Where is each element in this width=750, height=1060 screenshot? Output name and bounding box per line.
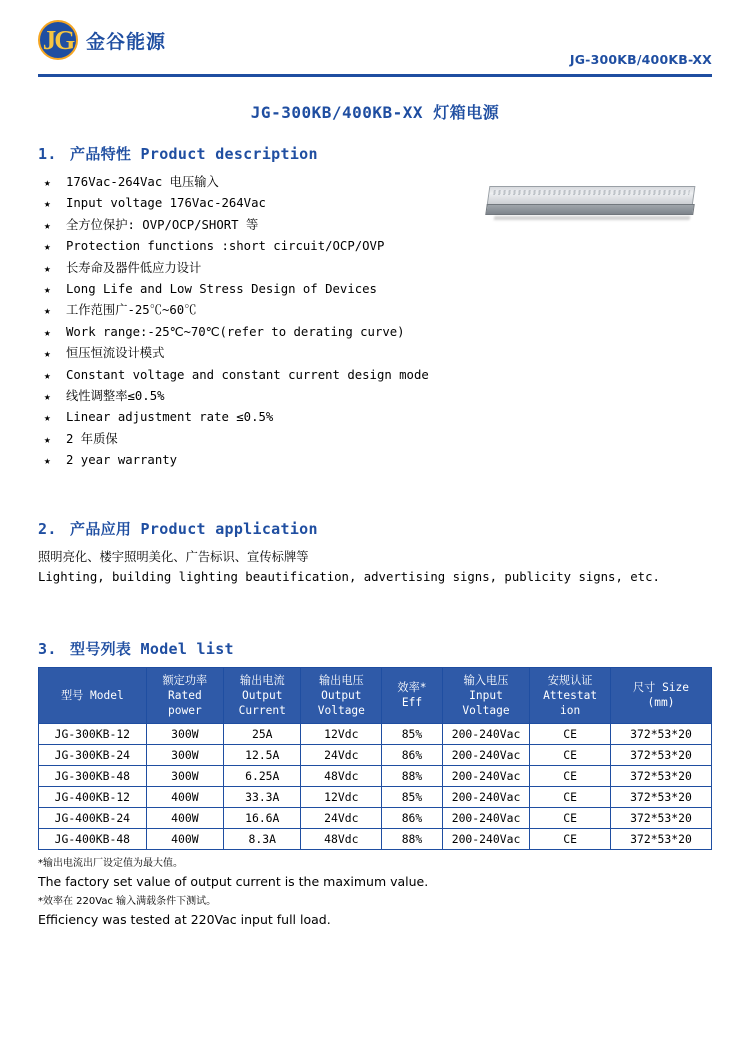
cell-input-voltage: 200-240Vac — [442, 786, 529, 807]
bullet-star-icon: ★ — [44, 325, 51, 339]
bullet-star-icon: ★ — [44, 368, 51, 382]
cell-output-current: 12.5A — [224, 744, 301, 765]
cell-input-voltage: 200-240Vac — [442, 807, 529, 828]
list-item — [44, 365, 712, 386]
column-header-output-voltage — [301, 667, 382, 723]
table-row — [39, 828, 712, 849]
cell-output-voltage: 12Vdc — [301, 786, 382, 807]
footnote-current-en: The factory set value of output current is the maximum value. — [38, 873, 429, 889]
cell-size: 372*53*20 — [611, 786, 712, 807]
table-row — [39, 807, 712, 828]
photo-front-panel — [485, 204, 695, 215]
column-header-attestation-en: Attestat — [543, 688, 598, 702]
cell-output-voltage: 12Vdc — [301, 723, 382, 744]
column-header-model — [39, 667, 147, 723]
list-item-label: 2 年质保 — [66, 431, 118, 446]
column-header-attestation — [530, 667, 611, 723]
header-divider — [38, 74, 712, 77]
company-name: 金谷能源 — [86, 30, 167, 53]
cell-rated-power: 300W — [146, 765, 223, 786]
section-number-3: 3. — [38, 639, 57, 658]
cell-output-current: 6.25A — [224, 765, 301, 786]
cell-model: JG-300KB-48 — [39, 765, 147, 786]
list-item-label: 全方位保护: OVP/OCP/SHORT 等 — [66, 217, 259, 232]
cell-input-voltage: 200-240Vac — [442, 765, 529, 786]
header-model-code: JG-300KB/400KB-XX — [569, 52, 712, 67]
bullet-star-icon: ★ — [44, 176, 51, 189]
application-text — [38, 547, 712, 588]
list-item — [44, 236, 712, 257]
page-title: JG-300KB/400KB-XX 灯箱电源 — [250, 103, 500, 122]
cell-rated-power: 300W — [146, 723, 223, 744]
column-header-output-voltage-en2: Voltage — [317, 703, 365, 717]
cell-efficiency: 85% — [382, 723, 443, 744]
column-header-efficiency-cn: 效率* — [397, 681, 427, 695]
cell-input-voltage: 200-240Vac — [442, 723, 529, 744]
cell-attestation: CE — [530, 786, 611, 807]
cell-efficiency: 88% — [382, 828, 443, 849]
list-item — [44, 279, 712, 300]
section-title-3: 型号列表 Model list — [70, 639, 234, 658]
table-row — [39, 723, 712, 744]
cell-size: 372*53*20 — [611, 828, 712, 849]
company-logo — [38, 20, 166, 60]
list-item-label: 恒压恒流设计模式 — [66, 346, 165, 361]
model-list-table-body — [39, 723, 712, 849]
column-header-output-current-en: Output — [242, 688, 283, 702]
column-header-output-current-cn: 输出电流 — [239, 673, 285, 687]
bullet-star-icon: ★ — [44, 390, 51, 404]
column-header-output-current — [224, 667, 301, 723]
cell-size: 372*53*20 — [611, 807, 712, 828]
column-header-attestation-en2: ion — [560, 703, 581, 717]
column-header-input-voltage-cn: 输入电压 — [463, 673, 509, 687]
list-item-label: 2 year warranty — [66, 453, 178, 468]
bullet-star-icon: ★ — [44, 218, 51, 232]
list-item — [44, 450, 712, 471]
page-header — [0, 0, 750, 78]
cell-efficiency: 85% — [382, 786, 443, 807]
column-header-size-unit: (mm) — [647, 696, 675, 710]
cell-size: 372*53*20 — [611, 723, 712, 744]
bullet-star-icon: ★ — [44, 454, 51, 468]
list-item-label: Protection functions :short circuit/OCP/OVP — [66, 239, 385, 254]
column-header-size — [611, 667, 712, 723]
list-item-label: 工作范围广-25℃~60℃ — [66, 303, 197, 318]
photo-shadow — [494, 216, 691, 220]
list-item — [44, 429, 712, 450]
footnote-current-cn: *输出电流出厂设定值为最大值。 — [38, 857, 183, 869]
section-heading-model-list — [38, 638, 712, 659]
logo-mark-icon — [38, 20, 78, 60]
list-item — [44, 258, 712, 279]
bullet-star-icon: ★ — [44, 261, 51, 275]
bullet-star-icon: ★ — [44, 197, 51, 211]
cell-output-current: 25A — [224, 723, 301, 744]
cell-efficiency: 86% — [382, 744, 443, 765]
cell-input-voltage: 200-240Vac — [442, 828, 529, 849]
section-heading-features — [38, 143, 712, 164]
cell-model: JG-300KB-24 — [39, 744, 147, 765]
cell-attestation: CE — [530, 828, 611, 849]
column-header-output-voltage-cn: 输出电压 — [318, 673, 364, 687]
section-number-2: 2. — [38, 519, 57, 538]
table-footnotes — [38, 856, 712, 930]
column-header-rated-power-en2: power — [168, 703, 202, 717]
list-item-label: Constant voltage and constant current design mode — [66, 367, 429, 382]
column-header-output-voltage-en: Output — [321, 688, 362, 702]
bullet-star-icon: ★ — [44, 240, 51, 254]
cell-output-voltage: 24Vdc — [301, 807, 382, 828]
cell-output-voltage: 48Vdc — [301, 828, 382, 849]
column-header-model-label: 型号 Model — [60, 688, 124, 702]
cell-output-current: 16.6A — [224, 807, 301, 828]
cell-attestation: CE — [530, 723, 611, 744]
cell-output-current: 8.3A — [224, 828, 301, 849]
application-line-en: Lighting, building lighting beautification, advertising signs, publicity signs, etc. — [38, 570, 660, 585]
column-header-efficiency-en: Eff — [401, 696, 423, 710]
model-list-table — [38, 667, 712, 850]
list-item-label: Input voltage 176Vac-264Vac — [66, 196, 266, 211]
cell-input-voltage: 200-240Vac — [442, 744, 529, 765]
bullet-star-icon: ★ — [44, 432, 51, 446]
table-row — [39, 786, 712, 807]
bullet-star-icon: ★ — [44, 347, 51, 361]
cell-attestation: CE — [530, 744, 611, 765]
column-header-efficiency — [382, 667, 443, 723]
list-item-label: Linear adjustment rate ≤0.5% — [66, 410, 274, 425]
column-header-input-voltage-en: Input — [469, 688, 503, 702]
section-title-2: 产品应用 Product application — [70, 519, 318, 538]
cell-output-current: 33.3A — [224, 786, 301, 807]
bullet-star-icon: ★ — [44, 304, 51, 318]
list-item — [44, 407, 712, 428]
column-header-output-current-en2: Current — [238, 703, 286, 717]
cell-model: JG-400KB-48 — [39, 828, 147, 849]
footnote-efficiency-en: Efficiency was tested at 220Vac input full load. — [38, 911, 331, 927]
section-title-1: 产品特性 Product description — [70, 145, 318, 163]
cell-model: JG-400KB-12 — [39, 786, 147, 807]
column-header-attestation-cn: 安规认证 — [547, 673, 593, 687]
list-item-label: 长寿命及器件低应力设计 — [66, 260, 202, 275]
list-item — [44, 300, 712, 321]
cell-output-voltage: 24Vdc — [301, 744, 382, 765]
photo-housing — [487, 186, 696, 206]
list-item — [44, 343, 712, 364]
bullet-star-icon: ★ — [44, 411, 51, 425]
section-heading-application — [38, 518, 712, 539]
column-header-rated-power-en: Rated — [168, 688, 202, 702]
cell-rated-power: 400W — [146, 807, 223, 828]
cell-attestation: CE — [530, 807, 611, 828]
column-header-size-cn: 尺寸 Size — [632, 681, 690, 695]
list-item-label: Work range:-25℃~70℃(refer to derating curve) — [66, 324, 405, 339]
column-header-input-voltage — [442, 667, 529, 723]
list-item-label: 176Vac-264Vac 电压输入 — [66, 175, 219, 189]
cell-model: JG-400KB-24 — [39, 807, 147, 828]
application-line-cn: 照明亮化、楼宇照明美化、广告标识、宣传标牌等 — [38, 549, 309, 564]
cell-size: 372*53*20 — [611, 765, 712, 786]
cell-rated-power: 400W — [146, 828, 223, 849]
list-item — [44, 386, 712, 407]
list-item-label: Long Life and Low Stress Design of Devices — [66, 282, 377, 297]
table-header-row — [39, 667, 712, 723]
features-block — [38, 172, 712, 472]
cell-model: JG-300KB-12 — [39, 723, 147, 744]
cell-attestation: CE — [530, 765, 611, 786]
column-header-input-voltage-en2: Voltage — [462, 703, 510, 717]
table-row — [39, 744, 712, 765]
column-header-rated-power — [146, 667, 223, 723]
footnote-efficiency-cn: *效率在 220Vac 输入满载条件下测试。 — [38, 895, 217, 907]
cell-rated-power: 400W — [146, 786, 223, 807]
section-number-1: 1. — [38, 145, 57, 163]
cell-rated-power: 300W — [146, 744, 223, 765]
table-row — [39, 765, 712, 786]
cell-efficiency: 88% — [382, 765, 443, 786]
bullet-star-icon: ★ — [44, 283, 51, 297]
list-item — [44, 322, 712, 343]
cell-efficiency: 86% — [382, 807, 443, 828]
cell-size: 372*53*20 — [611, 744, 712, 765]
column-header-rated-power-cn: 额定功率 — [162, 673, 208, 687]
list-item-label: 线性调整率≤0.5% — [66, 389, 165, 404]
product-photo-led-driver — [480, 180, 702, 224]
document-content — [0, 100, 750, 930]
cell-output-voltage: 48Vdc — [301, 765, 382, 786]
logo-glyph: JG — [42, 24, 74, 55]
